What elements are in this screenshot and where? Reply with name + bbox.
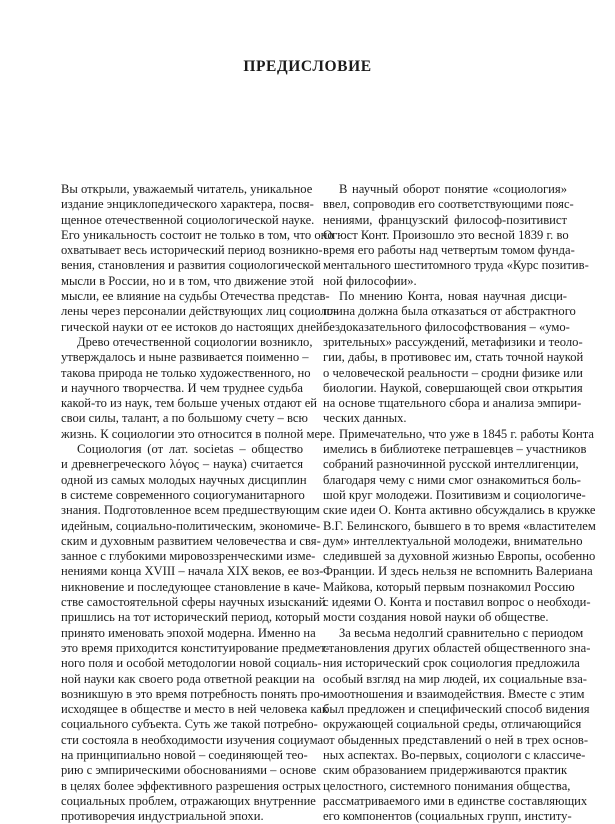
text-line: в целях более эффективного разрешения острых bbox=[61, 778, 322, 793]
text-line: это время приходится конституирование предмет- bbox=[61, 640, 330, 655]
text-line: ским образованием придерживаются практик bbox=[323, 763, 568, 778]
text-line: и научного творчества. И чем труднее судьба bbox=[61, 380, 303, 395]
text-line: такова природа не только художественного, но bbox=[61, 365, 311, 380]
text-line: какой-то из наук, тем больше ученых отдают ей bbox=[61, 396, 318, 411]
text-line: ной науки как своего рода ответной реакции на bbox=[61, 671, 315, 686]
text-line: биологии. Наукой, совершающей свои открытия bbox=[323, 380, 583, 395]
text-line: ния исторический срок социология предложила bbox=[323, 656, 580, 671]
text-line: от обыденных представлений о ней в трех основ- bbox=[323, 732, 589, 747]
text-line: социальных проблем, отражающих внутренние bbox=[61, 793, 316, 808]
text-line: противоречия индустриальной эпохи. bbox=[61, 809, 264, 824]
text-line: ввел, сопроводив его соответствующими пояс- bbox=[323, 197, 574, 212]
text-line: особый взгляд на мир людей, их социальные вза- bbox=[323, 671, 587, 686]
text-line: вения, становления и развития социологической bbox=[61, 258, 321, 273]
text-line: За весьма недолгий сравнительно с периодом bbox=[339, 625, 584, 640]
text-line: В.Г. Белинского, бывшего в то время «властителем bbox=[323, 518, 596, 533]
text-line: ной философии». bbox=[323, 273, 417, 288]
text-line: возникшую в это время потребность понять про- bbox=[61, 686, 324, 701]
text-line: бездоказательного философствования – «умо- bbox=[323, 319, 570, 334]
text-line: свои силы, талант, а по большому счету – всю bbox=[61, 411, 308, 426]
text-line: его компонентов (социальных групп, институ- bbox=[323, 809, 572, 824]
text-line: ного поля и особой методологии новой социаль- bbox=[61, 656, 322, 671]
text-line: лены через персоналии действующих лиц социоло- bbox=[61, 304, 338, 319]
text-line: собраний разночинной русской интеллигенции, bbox=[323, 457, 579, 472]
text-line: шой круг молодежи. Позитивизм и социологиче- bbox=[323, 487, 586, 502]
text-line: мости создания новой науки об обществе. bbox=[323, 610, 549, 625]
left-text-column bbox=[61, 182, 338, 824]
text-line: пришлись на тот исторический период, который bbox=[61, 610, 320, 625]
text-line: плина должна была отказаться от абстрактного bbox=[323, 304, 576, 319]
text-line: стве самостоятельной сферы научных изысканий bbox=[61, 595, 326, 610]
text-line: на принципиально новой – соединяющей тео- bbox=[61, 747, 308, 762]
text-line: утверждалось и ныне развивается поименно – bbox=[61, 350, 309, 365]
text-line: В научный оборот понятие «социология» bbox=[339, 182, 567, 196]
text-line: Огюст Конт. Произошло это весной 1839 г. во bbox=[323, 227, 569, 242]
text-line: ским и духовным развитием человечества и свя- bbox=[61, 533, 321, 548]
text-line: идейным, социально-политическим, экономиче- bbox=[61, 518, 321, 533]
text-line: По мнению Конта, новая научная дисци- bbox=[339, 289, 567, 304]
text-line: никновение и последующее становление в каче- bbox=[61, 579, 320, 594]
text-line: и древнегреческого λόγος – наука) считается bbox=[61, 457, 303, 472]
text-line: благодаря чему с ними смог ознакомиться боль- bbox=[323, 472, 581, 487]
text-line: становления других областей общественного зна- bbox=[323, 640, 591, 655]
text-line: имелись в библиотеке петрашевцев – участников bbox=[323, 442, 587, 457]
text-line: сти состояла в необходимости изучения социума bbox=[61, 732, 324, 747]
text-line: с идеями О. Конта и поставил вопрос о необходи- bbox=[323, 595, 591, 610]
text-line: о человеческой реальности – сродни физике или bbox=[323, 365, 583, 380]
text-line: социального субъекта. Суть же такой потребно- bbox=[61, 717, 318, 732]
text-line: нениями конца XVIII – начала XIX веков, ее воз- bbox=[61, 564, 324, 579]
text-line: в системе современного социогуманитарного bbox=[61, 487, 305, 502]
text-line: Социология (от лат. societas – общество bbox=[77, 442, 303, 457]
text-line: исходящее в обществе и место в ней человека как bbox=[61, 702, 328, 717]
text-line: Его уникальность состоит не только в том, что оно bbox=[61, 227, 334, 242]
text-line: занное с глубокими мировоззренческими изме- bbox=[61, 549, 316, 564]
text-line: рию с эмпирическими обоснованиями – основе bbox=[61, 763, 317, 778]
text-line: щенное отечественной социологической науке. bbox=[61, 212, 315, 227]
text-line: жизнь. К социологии это относится в полной мере. bbox=[61, 426, 336, 441]
text-line: издание энциклопедического характера, посвя- bbox=[61, 197, 314, 212]
text-line: Франции. И здесь нельзя не вспомнить Валериана bbox=[323, 564, 593, 579]
text-line: мысли, ее влияние на судьбы Отечества представ- bbox=[61, 289, 330, 304]
text-line: нениями, французский философ-позитивист bbox=[323, 212, 567, 227]
page-title: ПРЕДИСЛОВИЕ bbox=[243, 58, 372, 75]
text-line: знания. Подготовленное всем предшествующим bbox=[61, 503, 320, 518]
text-line: время его работы над четвертым томом фунда- bbox=[323, 243, 575, 258]
text-line: охватывает весь исторический период возникно- bbox=[61, 243, 323, 258]
text-line: рассматриваемого ими в единстве составляющих bbox=[323, 793, 588, 808]
text-line: ментального шеститомного труда «Курс позитив- bbox=[323, 258, 589, 273]
text-line: ных аспектах. Во-первых, социологи с классиче- bbox=[323, 747, 586, 762]
text-line: зрительных» рассуждений, метафизики и теоло- bbox=[323, 334, 583, 349]
text-line: Майкова, который первым познакомил Россию bbox=[323, 579, 575, 594]
text-line: Древо отечественной социологии возникло, bbox=[77, 334, 313, 349]
text-line: дум» интеллектуальной молодежи, внимательно bbox=[323, 533, 583, 548]
text-line: гической науки от ее истоков до настоящих дней. bbox=[61, 319, 326, 334]
text-line: ческих данных. bbox=[323, 411, 407, 426]
text-line: имоотношения и взаимодействия. Вместе с этим bbox=[323, 686, 585, 701]
text-line: гии, дабы, в противовес им, стать точной наукой bbox=[323, 350, 584, 365]
text-line: на основе тщательного сбора и анализа эмпири- bbox=[323, 396, 582, 411]
text-line: мысли в России, но и в том, что движение этой bbox=[61, 273, 314, 288]
text-line: был предложен и специфический способ видения bbox=[323, 702, 590, 717]
right-text-column bbox=[323, 182, 596, 824]
text-line: одной из самых молодых научных дисциплин bbox=[61, 472, 307, 487]
text-line: Вы открыли, уважаемый читатель, уникальное bbox=[61, 182, 313, 196]
text-line: целостного, системного понимания общества, bbox=[323, 778, 571, 793]
text-line: следившей за духовной жизнью Европы, особенно bbox=[323, 549, 596, 564]
text-line: окружающей социальной среды, отличающийся bbox=[323, 717, 582, 732]
text-line: Примечательно, что уже в 1845 г. работы Конта bbox=[339, 426, 595, 441]
text-line: ские идеи О. Конта активно обсуждались в кружке bbox=[323, 503, 596, 518]
text-line: принято именовать эпохой модерна. Именно на bbox=[61, 625, 316, 640]
